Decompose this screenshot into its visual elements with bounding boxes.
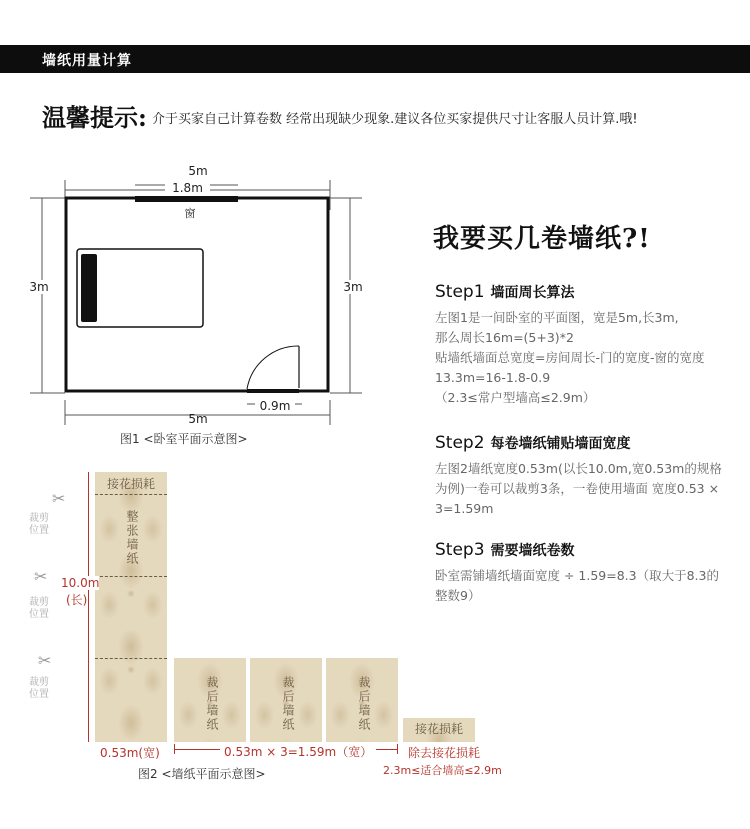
left-height-label: 3m — [24, 280, 54, 294]
tip-text: 介于买家自己计算卷数 经常出现缺少现象.建议各位买家提供尺寸让客服人员计算.哦! — [152, 112, 638, 127]
section-title: 墙纸用量计算 — [42, 53, 132, 69]
step1-label: Step1 — [435, 282, 485, 302]
roll-length-note: (长) — [66, 593, 88, 607]
step2-title: 每卷墙纸铺贴墙面宽度 — [490, 436, 631, 452]
step2-text — [435, 459, 745, 519]
cut-strip-label: 裁后墙纸 — [357, 676, 371, 732]
scissors-icon: ✂ — [38, 651, 52, 670]
dimension-tick — [397, 744, 398, 754]
floor-plan-figure — [20, 160, 370, 450]
cut-position-label: 裁剪位置 — [29, 677, 49, 700]
cut-line — [95, 576, 167, 577]
top-width-label: 5m — [188, 164, 208, 178]
step2-heading — [435, 433, 745, 453]
step1-line: 13.3m=16-1.8-0.9 — [435, 370, 551, 385]
wall-height-range: 2.3m≤适合墙高≤2.9m — [383, 764, 502, 777]
step2-line: 为例)一卷可以裁剪3条，一卷使用墙面 宽度0.53 × — [435, 481, 720, 496]
step1-line: （2.3≤常户型墙高≤2.9m） — [435, 390, 596, 405]
figure1-caption: 图1 <卧室平面示意图> — [120, 432, 248, 446]
roll-middle-label: 整张墙纸 — [125, 510, 139, 566]
scissors-icon: ✂ — [34, 567, 48, 586]
step2-line: 3=1.59m — [435, 501, 494, 516]
step2-line: 左图2墙纸宽度0.53m(以长10.0m,宽0.53m的规格 — [435, 461, 722, 476]
step1-title: 墙面周长算法 — [490, 285, 575, 301]
cut-position-label: 裁剪位置 — [29, 513, 49, 536]
step3-label: Step3 — [435, 540, 485, 560]
cut-strip-label: 裁后墙纸 — [281, 676, 295, 732]
roll-length-label: 10.0m — [61, 576, 100, 590]
window-width-label: 1.8m — [165, 181, 210, 195]
right-height-label: 3m — [338, 280, 368, 294]
main-question: 我要买几卷墙纸?! — [433, 224, 651, 254]
step2-label: Step2 — [435, 433, 485, 453]
roll-length-dimension — [88, 472, 89, 742]
step1-heading — [435, 282, 745, 302]
cut-position-label: 裁剪位置 — [29, 597, 49, 620]
strips-width-label: 0.53m × 3=1.59m（宽） — [220, 743, 376, 760]
window-label: 窗 — [184, 207, 196, 220]
roll-top-label: 接花损耗 — [106, 477, 155, 491]
step3-block — [435, 540, 745, 606]
dimension-tick — [174, 744, 175, 754]
scissors-icon: ✂ — [52, 489, 66, 508]
step1-line: 左图1是一间卧室的平面图，宽是5m,长3m, — [435, 310, 679, 325]
cut-line — [95, 658, 167, 659]
section-header-bar — [0, 45, 750, 73]
step3-line: 整数9） — [435, 588, 481, 603]
step1-line: 贴墙纸墙面总宽度=房间周长-门的宽度-窗的宽度 — [435, 350, 705, 365]
step3-line: 卧室需铺墙纸墙面宽度 ÷ 1.59=8.3（取大于8.3的 — [435, 568, 719, 583]
step1-block — [435, 282, 745, 408]
bottom-width-label: 5m — [188, 412, 208, 426]
step2-block — [435, 433, 745, 519]
floor-plan-drawing — [20, 160, 370, 450]
door-width-label: 0.9m — [255, 399, 295, 413]
step1-text — [435, 308, 745, 408]
cut-line — [95, 494, 167, 495]
waste-label: 接花损耗 — [414, 722, 463, 736]
waste-remove-label: 除去接花损耗 — [408, 746, 481, 760]
figure2-caption: 图2 <墙纸平面示意图> — [138, 767, 266, 781]
roll-width-label: 0.53m(宽) — [100, 746, 160, 760]
step3-text — [435, 566, 745, 606]
tip-label: 温馨提示: — [42, 103, 147, 132]
step3-title: 需要墙纸卷数 — [490, 543, 575, 559]
cut-strip-label: 裁后墙纸 — [205, 676, 219, 732]
step1-line: 那么周长16m=(5+3)*2 — [435, 330, 574, 345]
step3-heading — [435, 540, 745, 560]
